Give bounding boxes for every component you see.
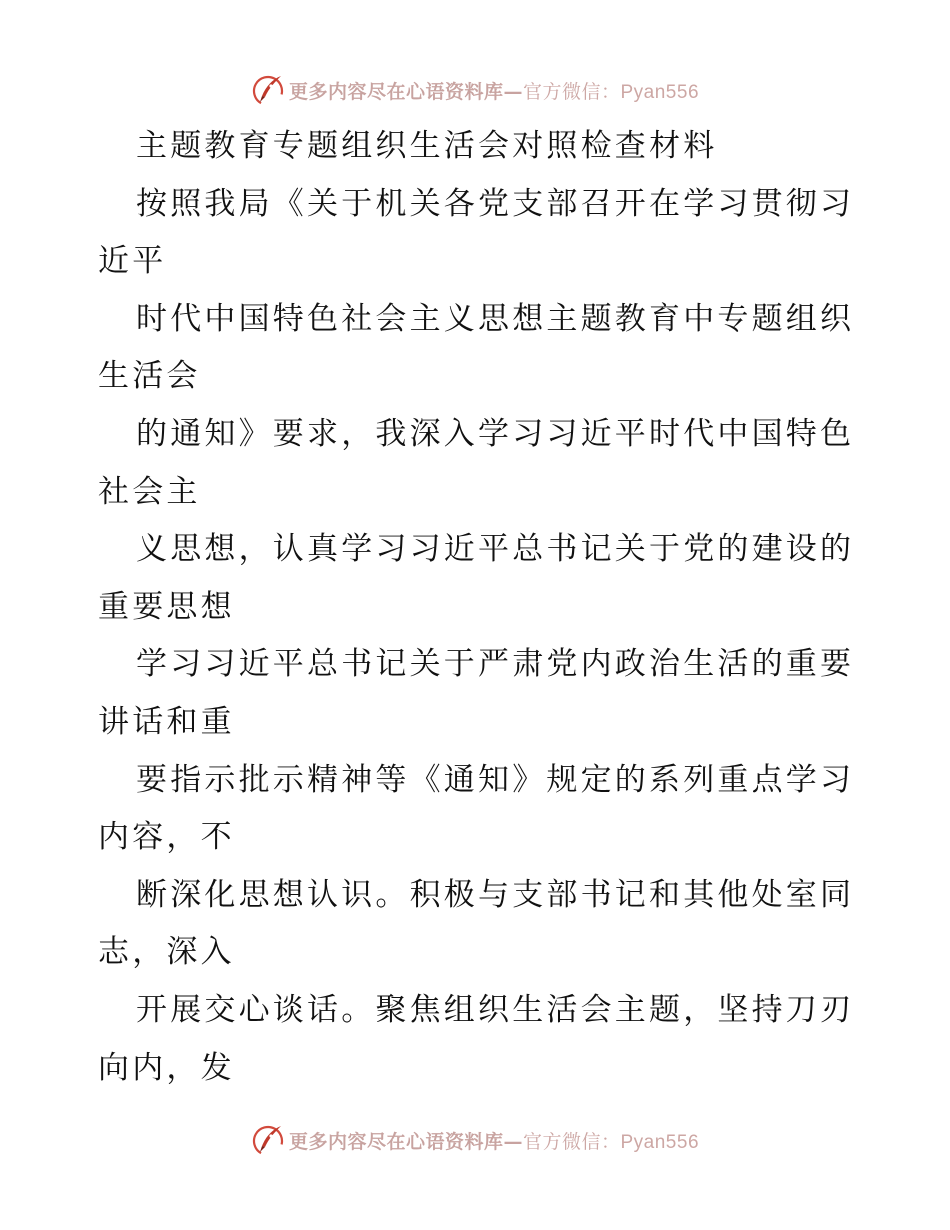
text-line: 的通知》要求，我深入学习习近平时代中国特色 <box>136 415 855 452</box>
text-line: 断深化思想认识。积极与支部书记和其他处室同 <box>136 876 855 913</box>
text-line: 近平 <box>98 243 167 280</box>
text-line: 内容，不 <box>98 819 235 856</box>
quill-pen-logo-icon <box>251 72 287 108</box>
banner-contact: 官方微信：Pyan556 <box>523 81 700 103</box>
banner-text: 更多内容尽在心语资料库— <box>288 1130 523 1153</box>
text-line: 学习习近平总书记关于严肃党内政治生活的重要 <box>136 646 855 683</box>
text-line: 按照我局《关于机关各党支部召开在学习贯彻习 <box>136 185 855 222</box>
text-line: 义思想，认真学习习近平总书记关于党的建设的 <box>136 531 855 568</box>
text-line: 开展交心谈话。聚焦组织生活会主题，坚持刀刃 <box>136 991 855 1028</box>
text-line: 向内，发 <box>98 1049 235 1086</box>
quill-pen-logo-icon <box>251 1122 287 1158</box>
banner-contact: 官方微信：Pyan556 <box>523 1131 700 1153</box>
text-line: 志，深入 <box>98 934 235 971</box>
text-line: 社会主 <box>98 473 201 510</box>
header-watermark <box>0 70 950 110</box>
text-line: 讲话和重 <box>98 703 235 740</box>
text-line: 重要思想 <box>98 588 235 625</box>
text-line: 时代中国特色社会主义思想主题教育中专题组织 <box>136 300 855 337</box>
document-title: 主题教育专题组织生活会对照检查材料 <box>136 128 718 164</box>
text-line: 生活会 <box>98 358 201 395</box>
banner-text: 更多内容尽在心语资料库— <box>288 80 523 103</box>
document-body <box>98 118 858 1097</box>
text-line: 要指示批示精神等《通知》规定的系列重点学习 <box>136 761 855 798</box>
footer-watermark <box>0 1120 950 1160</box>
